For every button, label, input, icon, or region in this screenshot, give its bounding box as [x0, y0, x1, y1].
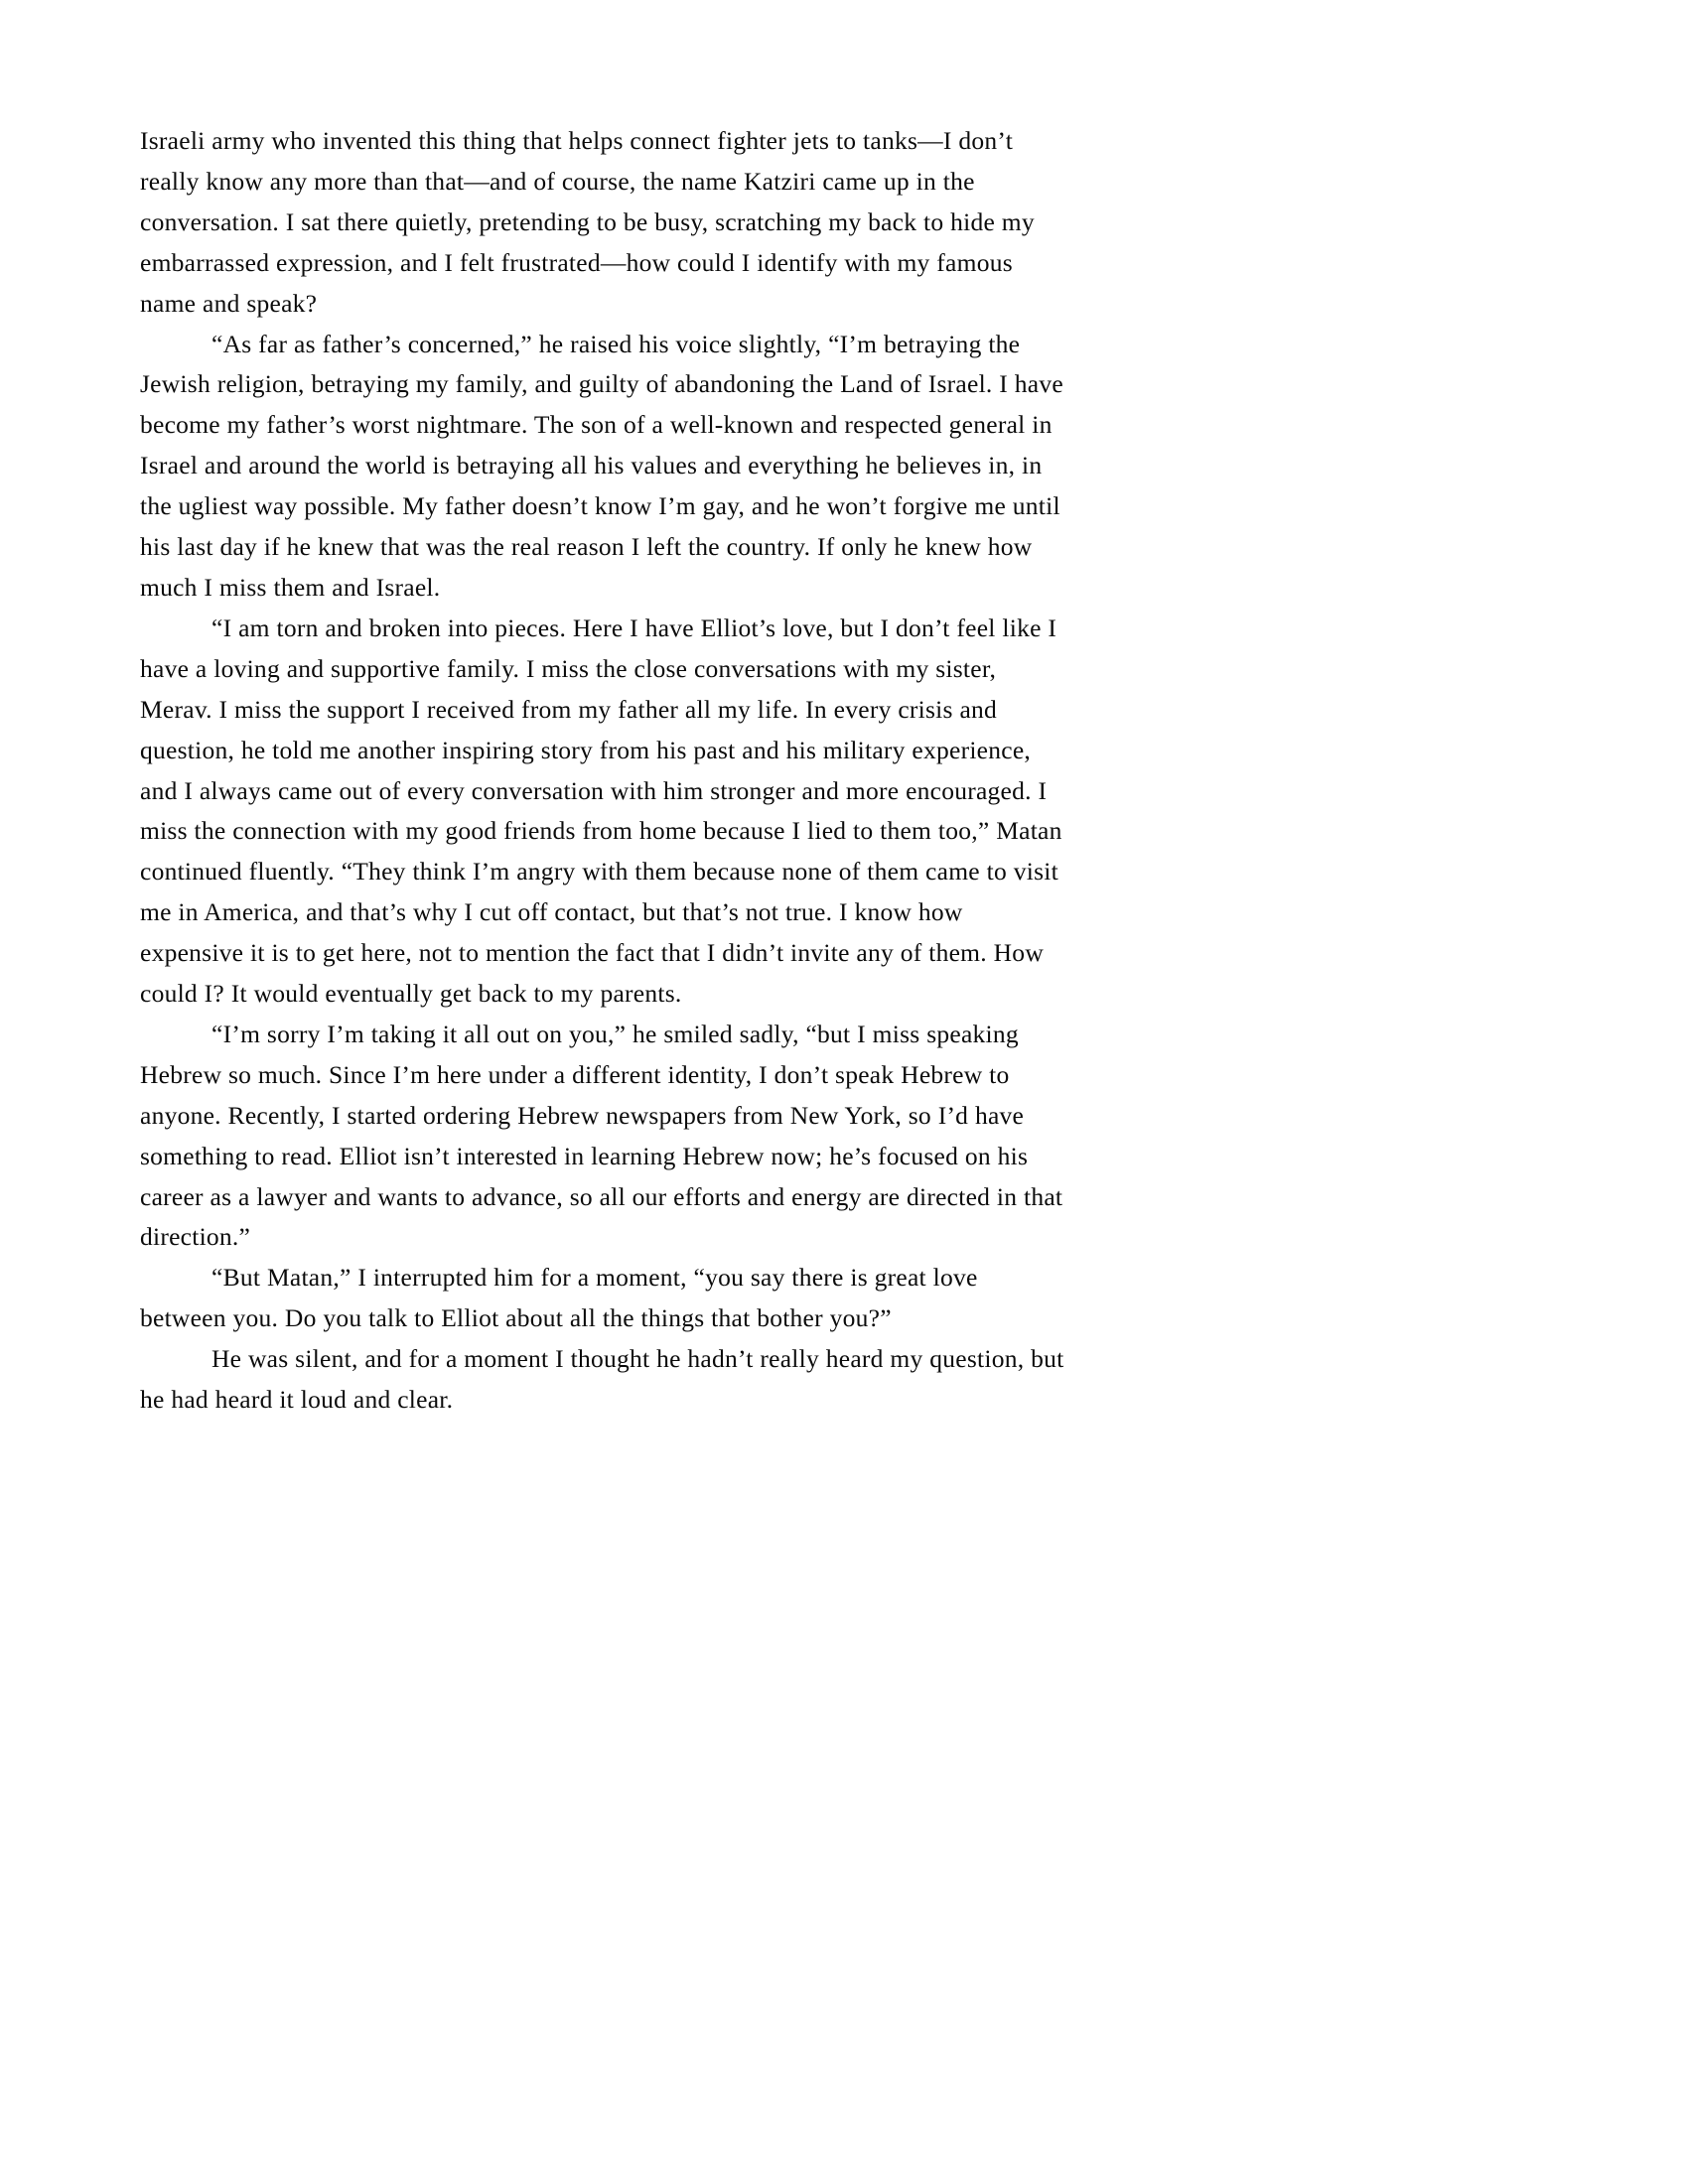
paragraph-3: “I am torn and broken into pieces. Here I have Elliot’s love, but I don’t feel like I have a loving and supportive family. I miss the close conversations with my sister, Merav. I miss the support I received from my father all my life. In every crisis and question, he told me another inspiring story from his past and his military experience, and I always came out of every conversation with him stronger and more encouraged. I miss the connection with my good friends from home because I lied to them too,” Matan continued fluently. “They think I’m angry with them because none of them came to visit me in America, and that’s why I cut off contact, but that’s not true. I know how expensive it is to get here, not to mention the fact that I didn’t invite any of them. How could I? It would eventually get back to my parents.	[140, 613, 1062, 1009]
paragraph-2: “As far as father’s concerned,” he raised his voice slightly, “I’m betraying the Jewish religion, betraying my family, and guilty of abandoning the Land of Israel. I have become my father’s worst nightmare. The son of a well-known and respected general in Israel and around the world is betraying all his values and everything he believes in, in the ugliest way possible. My father doesn’t know I’m gay, and he won’t forgive me until his last day if he knew that was the real reason I left the country. If only he knew how much I miss them and Israel.	[140, 329, 1063, 602]
paragraph-1: Israeli army who invented this thing that helps connect fighter jets to tanks—I don’t really know any more than that—and of course, the name Katziri came up in the conversation. I sat there quietly, pretending to be busy, scratching my back to hide my embarrassed expression, and I felt frustrated—how could I identify with my famous name and speak?	[140, 126, 1035, 318]
paragraph-6: He was silent, and for a moment I thought he hadn’t really heard my question, but he had heard it loud and clear.	[140, 1344, 1064, 1415]
paragraph-4: “I’m sorry I’m taking it all out on you,” he smiled sadly, “but I miss speaking Hebrew so much. Since I’m here under a different identity, I don’t speak Hebrew to anyone. Recently, I started ordering Hebrew newspapers from New York, so I’d have something to read. Elliot isn’t interested in learning Hebrew now; he’s focused on his career as a lawyer and wants to advance, so all our efforts and energy are directed in that direction.”	[140, 1019, 1063, 1252]
body-text-column	[140, 121, 1065, 1421]
paragraph-5: “But Matan,” I interrupted him for a moment, “you say there is great love between you. Do you talk to Elliot about all the things that bother you?”	[140, 1263, 978, 1333]
